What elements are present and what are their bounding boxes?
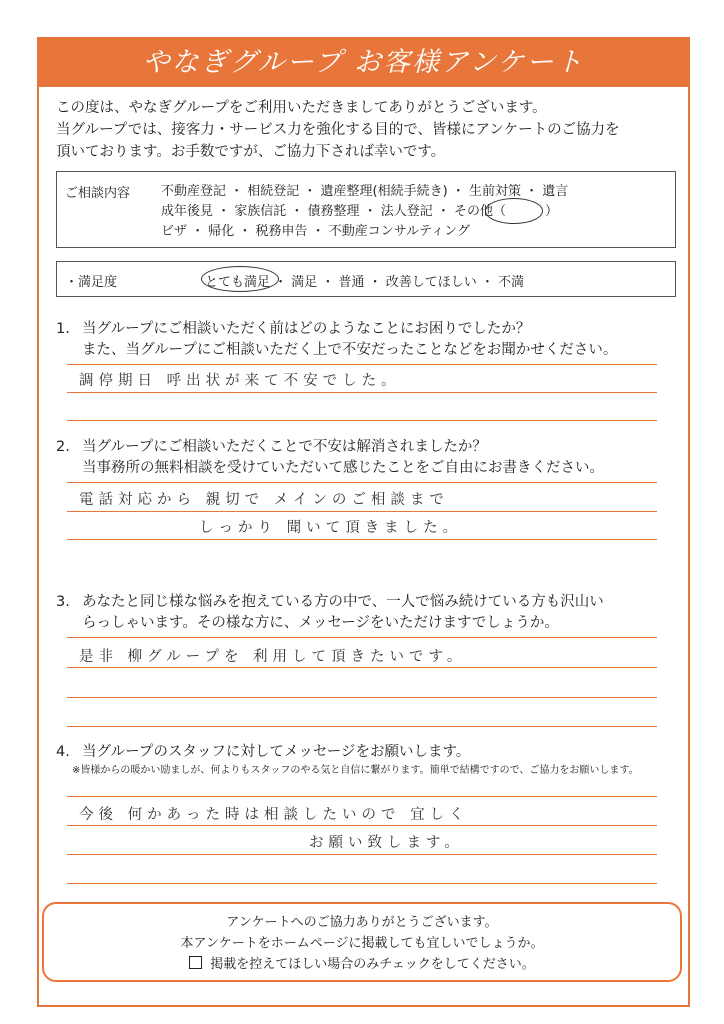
answer-1-line-1: 調停期日 呼出状が来て不安でした。	[79, 373, 401, 389]
answer-line	[67, 637, 657, 638]
answer-line	[67, 482, 657, 483]
answer-2-line-2: しっかり 聞いて頂きました。	[199, 520, 463, 536]
publish-optout-checkbox[interactable]	[189, 956, 202, 969]
answer-4-line-2: お願い致します。	[309, 835, 464, 851]
selected-other-circle	[485, 198, 543, 224]
consultation-options: 不動産登記 ・ 相続登記 ・ 遺産整理(相続手続き) ・ 生前対策 ・ 遺言 成年後見 ・ 家族信託 ・ 債務整理 ・ 法人登記 ・ その他（ ） ビザ ・ 帰化 ・ 税務申告 ・ 不動産コンサルティング	[161, 184, 569, 239]
answer-line	[67, 796, 657, 797]
answer-line	[67, 854, 657, 855]
consultation-label: ご相談内容	[65, 186, 131, 201]
question-4: 4. 当グループのスタッフに対してメッセージをお願いします。 ※皆様からの暖かい励ましが、何よりもスタッフのやる気と自信に繋がります。簡単で結構ですので、ご協力をお願いします。	[56, 742, 681, 779]
answer-line	[67, 825, 657, 826]
answer-line	[67, 667, 657, 668]
answer-3-line-1: 是非 柳グループを 利用して頂きたいです。	[79, 649, 467, 665]
survey-sheet	[37, 37, 690, 1007]
consultation-box	[56, 171, 676, 248]
publish-optout-label: 掲載を控えてほしい場合のみチェックをしてください。	[210, 957, 535, 972]
satisfaction-box	[56, 261, 676, 297]
publish-optout-row	[44, 954, 680, 975]
survey-title: やなぎグループ お客様アンケート	[39, 39, 688, 87]
satisfaction-label: ・満足度	[65, 275, 118, 290]
answer-line	[67, 364, 657, 365]
question-3: 3. あなたと同じ様な悩みを抱えている方の中で、一人で悩み続けている方も沢山い らっしゃいます。その様な方に、メッセージをいただけますでしょうか。	[56, 594, 604, 631]
question-4-note: ※皆様からの暖かい励ましが、何よりもスタッフのやる気と自信に繋がります。簡単で結構ですので、ご協力をお願いします。	[72, 765, 639, 776]
answer-line	[67, 392, 657, 393]
answer-line	[67, 697, 657, 698]
answer-line	[67, 539, 657, 540]
selected-very-satisfied-circle	[201, 266, 279, 292]
answer-line	[67, 511, 657, 512]
satisfaction-options: とても満足 ・ 満足 ・ 普通 ・ 改善してほしい ・ 不満	[205, 275, 525, 290]
answer-line	[67, 883, 657, 884]
question-2: 2. 当グループにご相談いただくことで不安は解消されましたか？ 当事務所の無料相談を受けていただいて感じたことをご自由にお書きください。	[56, 439, 604, 476]
answer-4-line-1: 今後 何かあった時は相談したいので 宜しく	[79, 807, 469, 823]
question-1: 1. 当グループにご相談いただく前はどのようなことにお困りでしたか？ また、当グループにご相談いただく上で不安だったことなどをお聞かせください。	[56, 321, 618, 358]
intro-text: この度は、やなぎグループをご利用いただきましてありがとうございます。 当グループでは、接客力・サービス力を強化する目的で、皆様にアンケートのご協力を 頂いております。お手数ですが、ご協力下されば幸いです。	[56, 100, 620, 160]
answer-line	[67, 726, 657, 727]
footer-box: アンケートへのご協力ありがとうございます。 本アンケートをホームページに掲載しても宜しいでしょうか。 掲載を控えてほしい場合のみチェックをしてください。	[42, 902, 682, 982]
answer-line	[67, 420, 657, 421]
answer-2-line-1: 電話対応から 親切で メインのご相談まで	[79, 492, 449, 508]
